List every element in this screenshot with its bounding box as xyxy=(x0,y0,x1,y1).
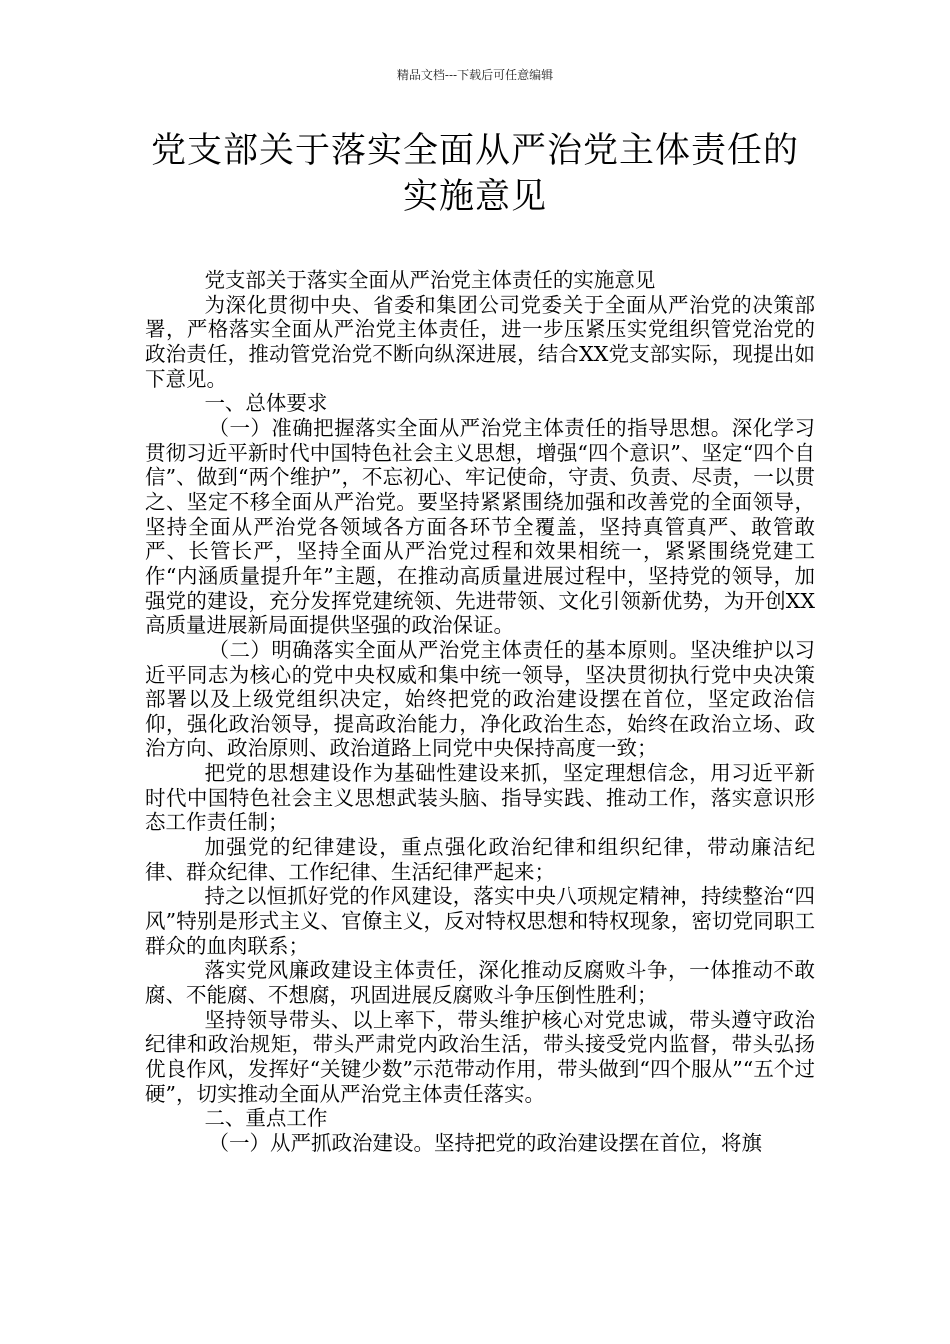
document-title xyxy=(100,128,850,220)
title-line-2: 实施意见 xyxy=(402,177,547,217)
paragraph-guiding-thought: （一）准确把握落实全面从严治党主体责任的指导思想。深化学习贯彻习近平新时代中国特色社会主义思想，增强“四个意识”、坚定“四个自信”、做到“两个维护”，不忘初心、牢记使命，守责、负责、尽责，一以贯之、坚定不移全面从严治党。要坚持紧紧围绕加强和改善党的全面领导，坚持全面从严治党各领域各方面各环节全覆盖，坚持真管真严、敢管敢严、长管长严，坚持全面从严治党过程和效果相统一，紧紧围绕党建工作“内涵质量提升年”主题，在推动高质量进展过程中，坚持党的领导，加强党的建设，充分发挥党建统领、先进带领、文化引领新优势，为开创XX高质量进展新局面提供坚强的政治保证。 xyxy=(145,415,815,638)
paragraph-political-building: （一）从严抓政治建设。坚持把党的政治建设摆在首位，将旗 xyxy=(208,1130,763,1155)
document-body xyxy=(145,268,815,1156)
paragraph-ideological-building: 把党的思想建设作为基础性建设来抓，坚定理想信念，用习近平新时代中国特色社会主义思想武装头脑、指导实践、推动工作，落实意识形态工作责任制； xyxy=(145,761,815,835)
paragraph-intro: 为深化贯彻中央、省委和集团公司党委关于全面从严治党的决策部署，严格落实全面从严治党主体责任，进一步压紧压实党组织管党治党的政治责任，推动管党治党不断向纵深进展，结合XX党支部实际，现提出如下意见。 xyxy=(145,292,815,391)
title-line-1: 党支部关于落实全面从严治党主体责任的 xyxy=(150,131,799,171)
paragraph-style-building: 持之以恒抓好党的作风建设，落实中央八项规定精神，持续整治“四风”特别是形式主义、官僚主义，反对特权思想和特权现象，密切党同职工群众的血肉联系； xyxy=(145,884,815,958)
paragraph-subtitle: 党支部关于落实全面从严治党主体责任的实施意见 xyxy=(204,268,656,292)
section-heading-2: 二、重点工作 xyxy=(204,1106,328,1131)
page-header: 精品文档---下载后可任意编辑 xyxy=(396,68,554,82)
paragraph-basic-principles: （二）明确落实全面从严治党主体责任的基本原则。坚决维护以习近平同志为核心的党中央权威和集中统一领导，坚决贯彻执行党中央决策部署以及上级党组织决定，始终把党的政治建设摆在首位，坚定政治信仰，强化政治领导，提高政治能力，净化政治生态，始终在政治立场、政治方向、政治原则、政治道路上同党中央保持高度一致； xyxy=(145,637,815,761)
paragraph-anti-corruption: 落实党风廉政建设主体责任，深化推动反腐败斗争，一体推动不敢腐、不能腐、不想腐，巩固进展反腐败斗争压倒性胜利； xyxy=(145,958,815,1008)
section-heading-1: 一、总体要求 xyxy=(204,391,328,416)
paragraph-leadership: 坚持领导带头、以上率下，带头维护核心对党忠诚，带头遵守政治纪律和政治规矩，带头严肃党内政治生活，带头接受党内监督，带头弘扬优良作风，发挥好“关键少数”示范带动作用，带头做到“四个服从”“五个过硬”，切实推动全面从严治党主体责任落实。 xyxy=(145,1007,815,1106)
paragraph-discipline-building: 加强党的纪律建设，重点强化政治纪律和组织纪律，带动廉洁纪律、群众纪律、工作纪律、生活纪律严起来； xyxy=(145,835,815,884)
